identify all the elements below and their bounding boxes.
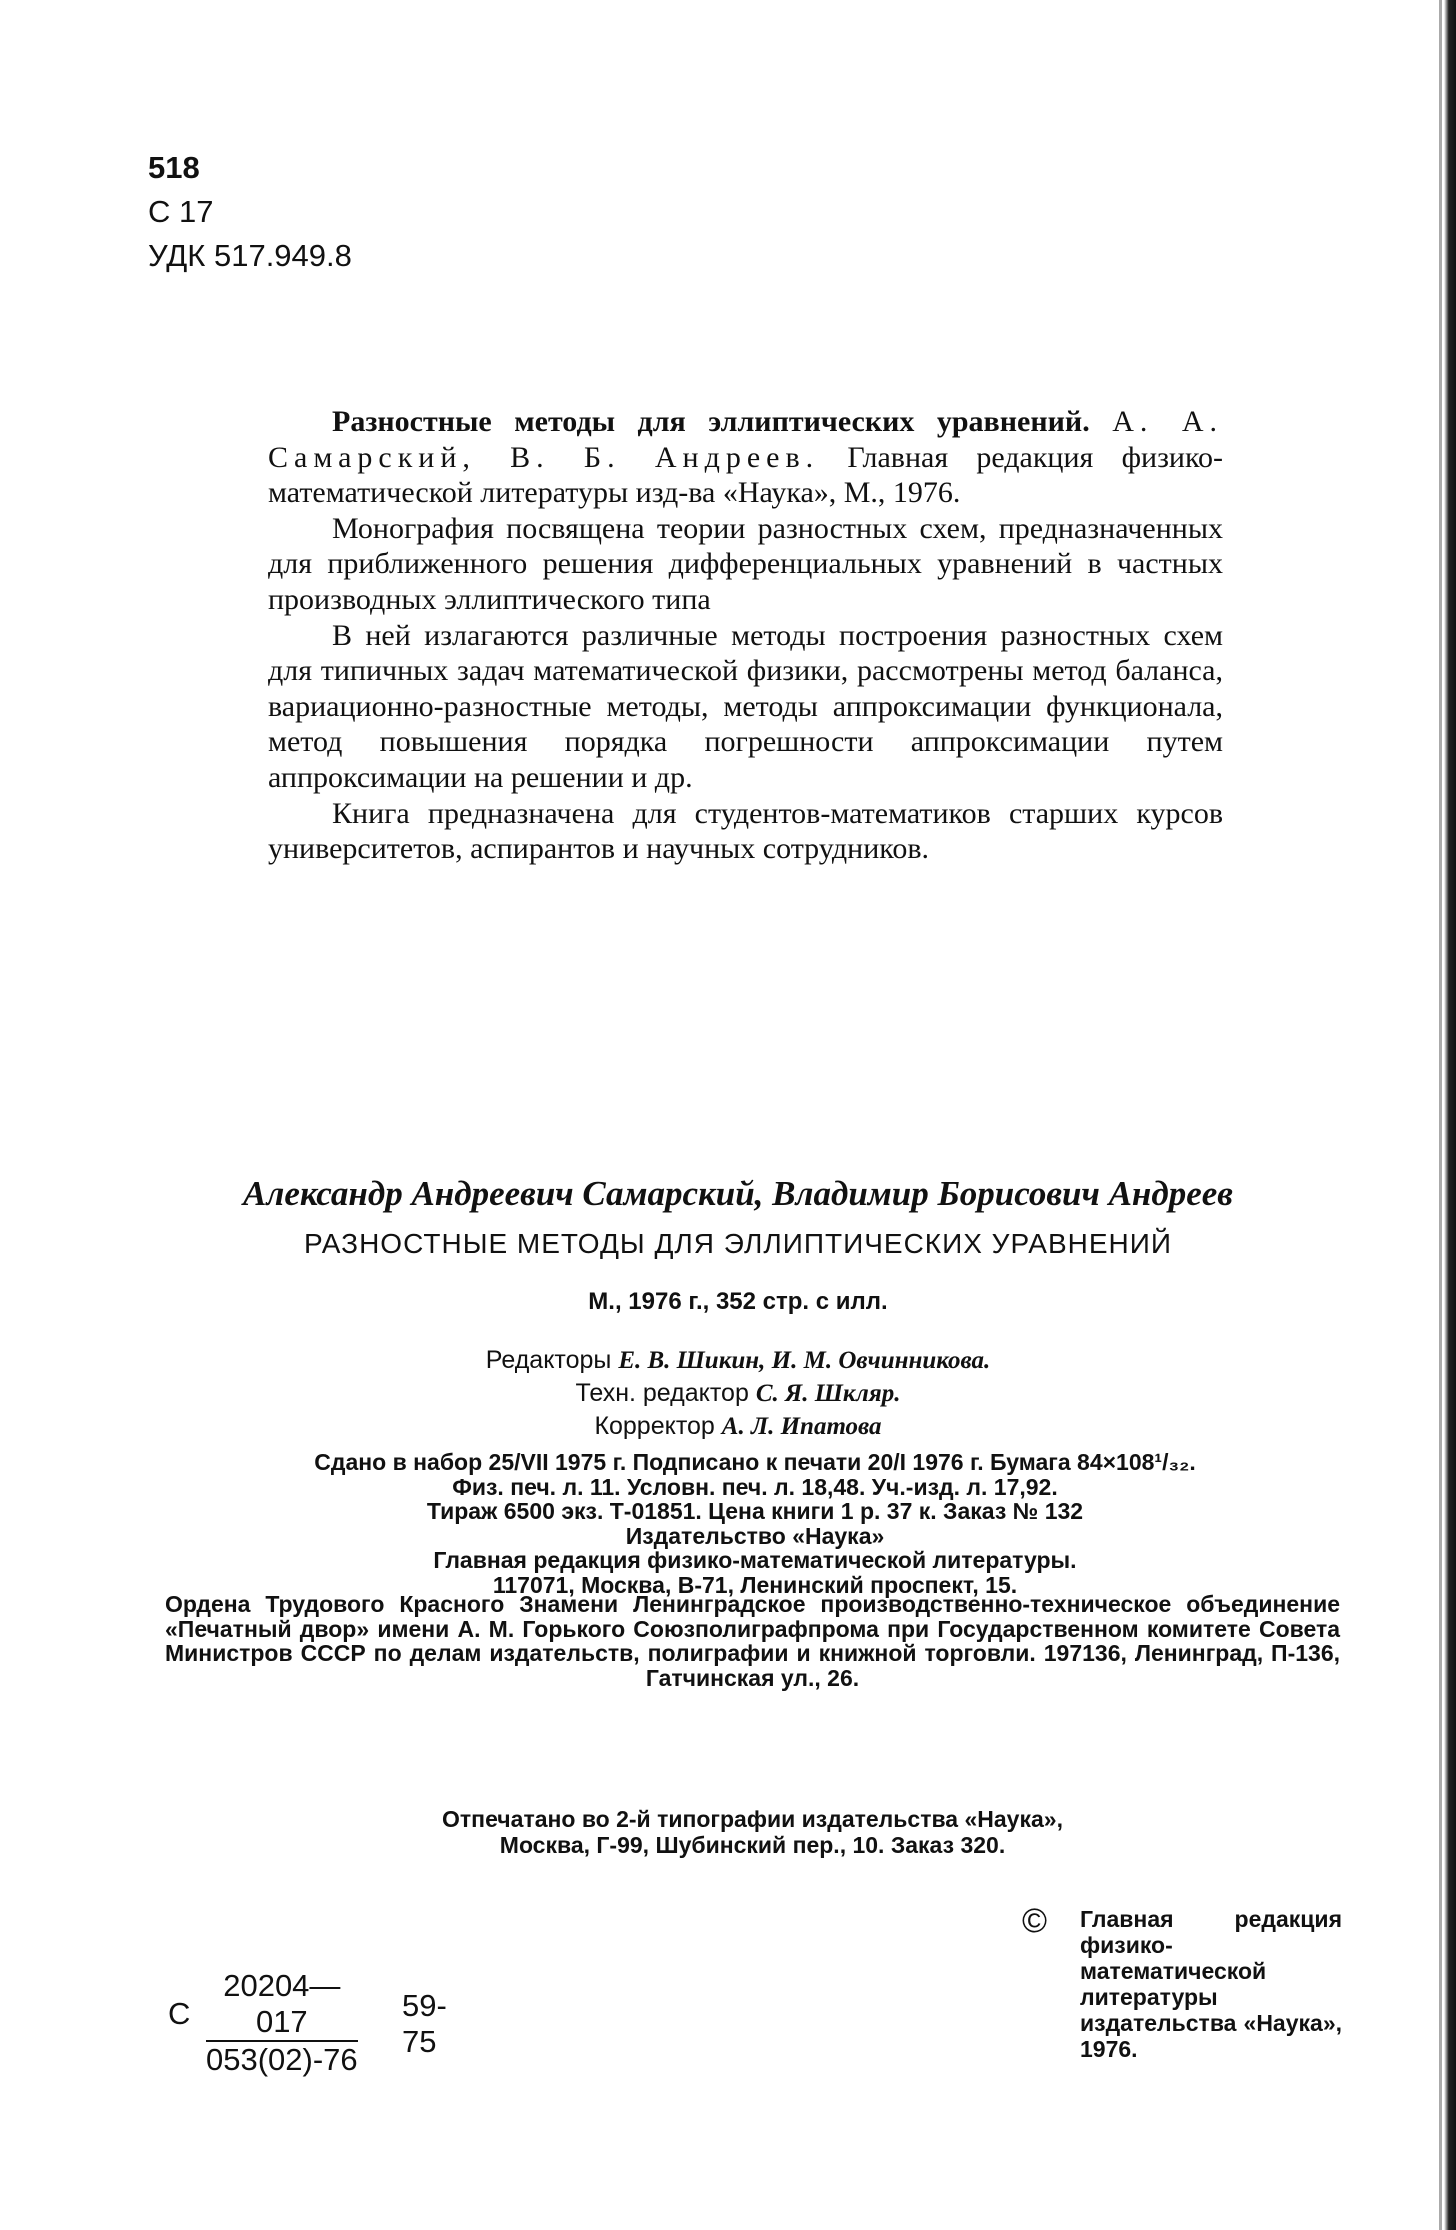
imprint-block <box>160 1450 1350 1597</box>
code-denominator: 053(02)-76 <box>206 2042 358 2077</box>
imprint-line: Сдано в набор 25/VII 1975 г. Подписано к печати 20/I 1976 г. Бумага 84×108¹/₃₂. <box>314 1449 1196 1475</box>
annotation-title: Разностные методы для эллиптических уравнений. <box>332 405 1090 438</box>
copyright-block <box>1022 1902 1342 2062</box>
code-numerator: 20204—017 <box>206 1968 358 2042</box>
tech-editor-label: Техн. редактор <box>575 1379 749 1407</box>
catalog-codes <box>148 146 352 278</box>
printed-at-line: Отпечатано во 2-й типографии издательства «Наука», <box>442 1806 1063 1832</box>
printer-info: Ордена Трудового Красного Знамени Ленинградское производственно-техническое объединение «Печатный двор» имени А. М. Горького Союзполиграфпрома при Государственном комитете Совета Министров СССР по делам издательств, полиграфии и книжной торговли. 197136, Ленинград, П-136, Гатчинская ул., 26. <box>165 1591 1340 1691</box>
code-letter: С <box>168 1996 191 2031</box>
code-fraction <box>206 1968 358 2078</box>
annotation-authors: А. А. Самарский, В. Б. Андреев. <box>268 405 1224 474</box>
annotation <box>268 404 1223 867</box>
copyright-text: Главная редакция физико-математической литературы издательства «Наука», 1976. <box>1080 1906 1342 2062</box>
author-mark: С 17 <box>148 194 214 229</box>
corrector-name: А. Л. Ипатова <box>721 1413 882 1440</box>
imprint-line: Издательство «Наука» <box>625 1522 885 1549</box>
printed-at <box>165 1806 1340 1858</box>
editors-names: Е. В. Шикин, И. М. Овчинникова. <box>618 1347 991 1374</box>
editors-block <box>196 1344 1280 1443</box>
editors-label: Редакторы <box>485 1346 612 1374</box>
annotation-paragraph: Монография посвящена теории разностных схем, предназначенных для приближенного решения дифференциальных уравнений в частных производных эллиптического типа <box>268 511 1223 616</box>
imprint-line: Главная редакция физико-математической литературы. <box>433 1547 1077 1573</box>
colophon-pubinfo: М., 1976 г., 352 стр. с илл. <box>588 1288 888 1315</box>
imprint-line: 117071, Москва, В-71, Ленинский проспект, 15. <box>492 1571 1018 1598</box>
annotation-paragraph: В ней излагаются различные методы построения разностных схем для типичных задач математической физики, рассмотрены метод баланса, вариационно-разностные методы, методы аппроксимации функционала, метод повышения порядка погрешности аппроксимации путем аппроксимации на решении и др. <box>268 618 1223 794</box>
scan-page-edge-shadow <box>1439 0 1442 2230</box>
udk-code: УДК 517.949.8 <box>148 238 352 273</box>
bbk-code: 518 <box>148 150 200 185</box>
corrector-label: Корректор <box>594 1412 715 1440</box>
scan-page-edge <box>1444 0 1456 2230</box>
annotation-publisher: Главная редакция физико-математической литературы изд-ва «Наука», М., 1976. <box>268 440 1224 510</box>
printed-at-line: Москва, Г-99, Шубинский пер., 10. Заказ 320. <box>499 1832 1006 1858</box>
copyright-icon: © <box>1022 1902 1048 1940</box>
colophon-title: РАЗНОСТНЫЕ МЕТОДЫ ДЛЯ ЭЛЛИПТИЧЕСКИХ УРАВНЕНИЙ <box>304 1228 1172 1259</box>
code-tail: 59-75 <box>402 1988 447 2059</box>
annotation-paragraph: Книга предназначена для студентов-математиков старших курсов университетов, аспирантов и научных сотрудников. <box>268 796 1223 866</box>
imprint-line: Физ. печ. л. 11. Условн. печ. л. 18,48. Уч.-изд. л. 17,92. <box>452 1473 1058 1500</box>
colophon-authors: Александр Андреевич Самарский, Владимир Борисович Андреев <box>243 1174 1233 1213</box>
tech-editor-name: С. Я. Шкляр. <box>755 1380 901 1407</box>
imprint-line: Тираж 6500 экз. Т-01851. Цена книги 1 р. 37 к. Заказ № 132 <box>426 1498 1084 1524</box>
